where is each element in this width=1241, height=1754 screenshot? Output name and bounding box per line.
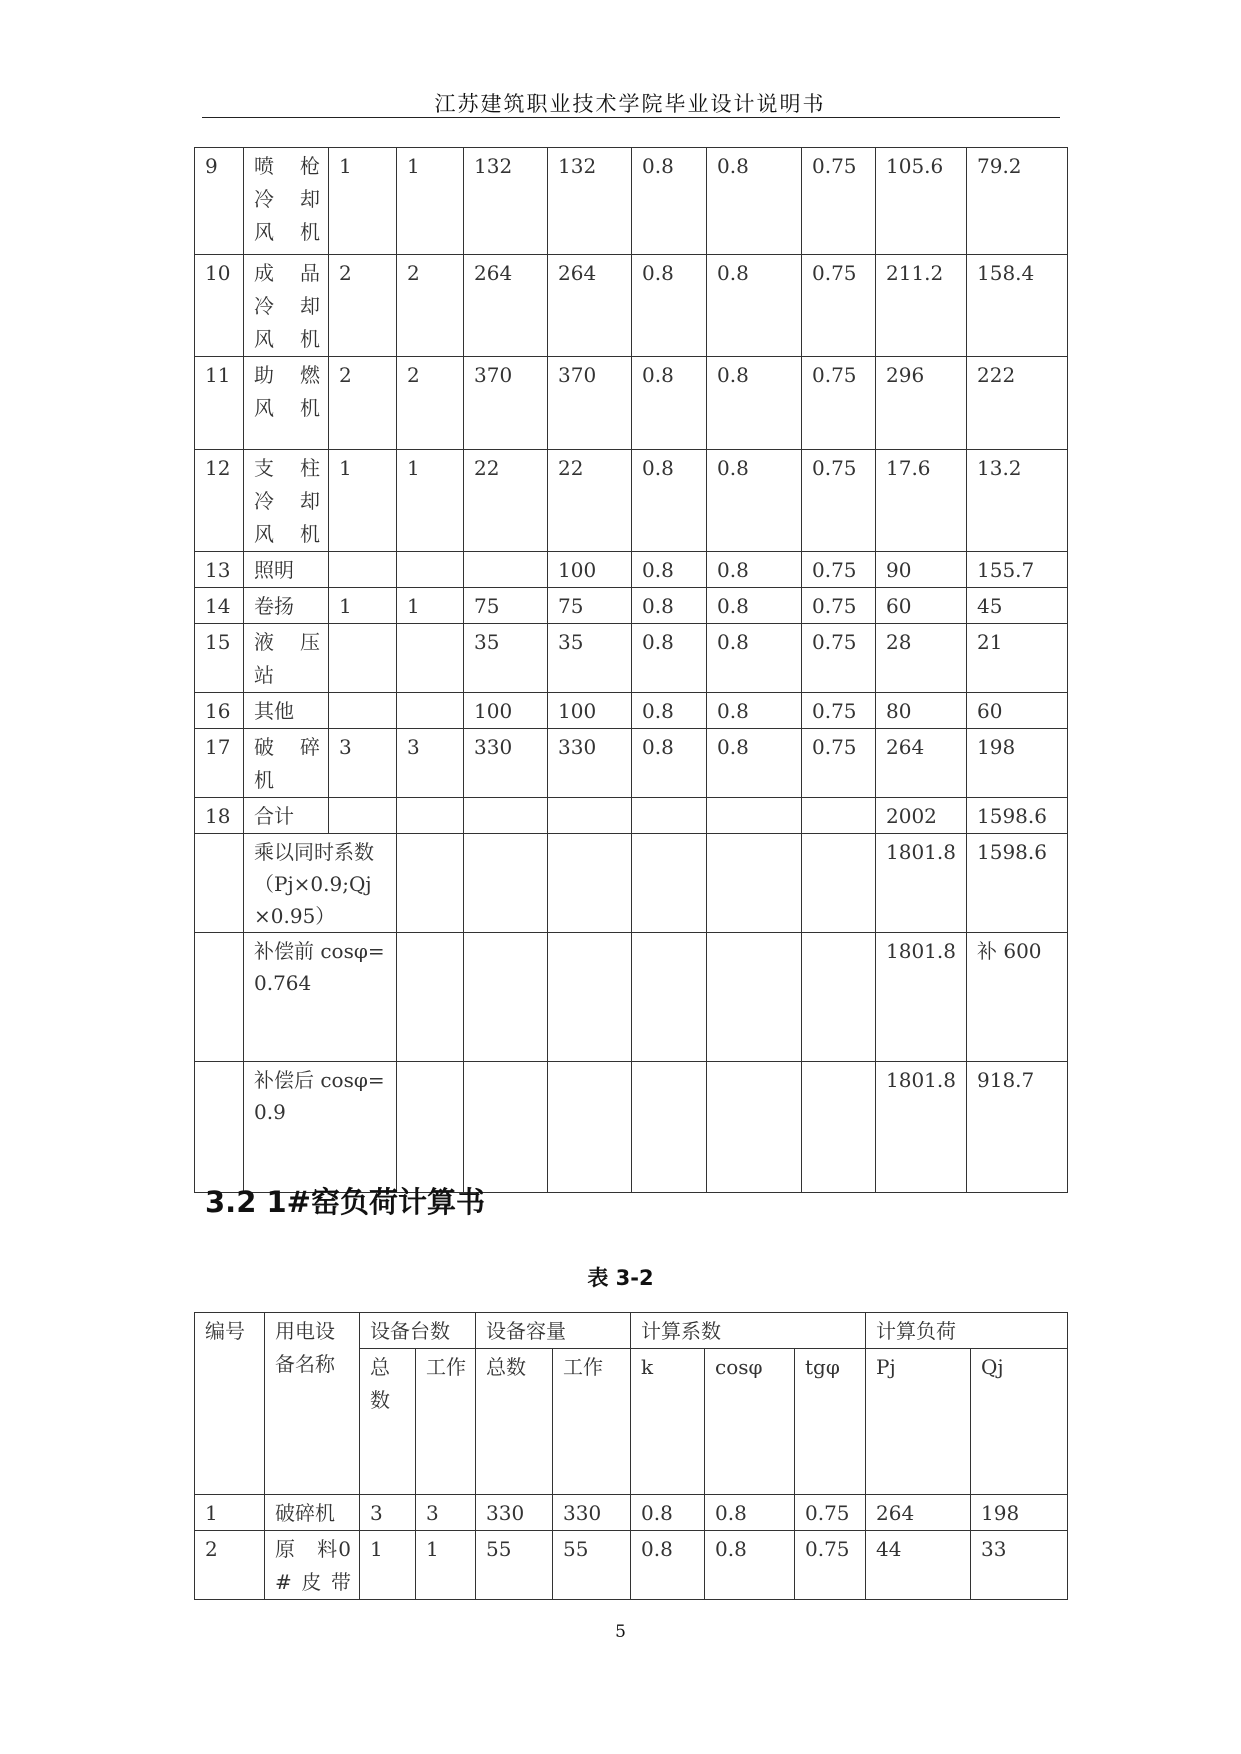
coef-k: 0.8 [632, 729, 707, 798]
coef-tg: 0.75 [802, 357, 876, 450]
coef-cos: 0.8 [707, 357, 802, 450]
count-work: 1 [397, 450, 464, 552]
capacity-work: 370 [548, 357, 632, 450]
table-row [195, 1495, 1068, 1531]
device-name: 照明 [244, 552, 329, 588]
capacity-work: 75 [548, 588, 632, 624]
row-number: 11 [195, 357, 244, 450]
page-header-title: 江苏建筑职业技术学院毕业设计说明书 [434, 92, 826, 116]
count-work: 1 [397, 588, 464, 624]
load-pj: 28 [876, 624, 967, 693]
coef-k: 0.8 [631, 1495, 705, 1531]
coef-tg: 0.75 [802, 624, 876, 693]
load-qj: 79.2 [967, 148, 1068, 255]
coef-tg: 0.75 [802, 588, 876, 624]
load-pj: 90 [876, 552, 967, 588]
load-pj: 80 [876, 693, 967, 729]
table-row [195, 148, 1068, 255]
header-name: 用电设备名称 [265, 1313, 360, 1495]
load-qj: 222 [967, 357, 1068, 450]
capacity-total: 100 [464, 693, 548, 729]
count-total [329, 798, 397, 834]
load-qj: 补 600 [967, 933, 1068, 1062]
coef-k: 0.8 [632, 148, 707, 255]
load-pj: 17.6 [876, 450, 967, 552]
count-total [329, 552, 397, 588]
device-name: 合计 [244, 798, 329, 834]
coef-k: 0.8 [632, 357, 707, 450]
capacity-work: 264 [548, 255, 632, 357]
count-work [397, 798, 464, 834]
capacity-work: 55 [553, 1531, 631, 1600]
coef-cos: 0.8 [707, 729, 802, 798]
header-count-work: 工作 [416, 1349, 476, 1495]
coef-cos: 0.8 [705, 1495, 795, 1531]
count-total [329, 693, 397, 729]
row-number: 1 [195, 1495, 265, 1531]
table-row [195, 693, 1068, 729]
coef-k [632, 798, 707, 834]
coef-cos: 0.8 [707, 624, 802, 693]
coef-cos: 0.8 [705, 1531, 795, 1600]
coef-k: 0.8 [632, 552, 707, 588]
summary-label: 乘以同时系数（Pj×0.9;Qj×0.95） [244, 834, 397, 933]
load-qj: 198 [967, 729, 1068, 798]
load-qj: 198 [971, 1495, 1068, 1531]
load-pj: 44 [866, 1531, 971, 1600]
row-number: 2 [195, 1531, 265, 1600]
row-number: 15 [195, 624, 244, 693]
capacity-work: 132 [548, 148, 632, 255]
load-table-continued [194, 147, 1068, 1193]
load-pj: 1801.8 [876, 1062, 967, 1193]
capacity-total: 264 [464, 255, 548, 357]
device-name: 助 燃风机 [244, 357, 329, 450]
load-qj: 918.7 [967, 1062, 1068, 1193]
capacity-work: 330 [553, 1495, 631, 1531]
summary-label: 补偿后 cosφ=0.9 [244, 1062, 397, 1193]
capacity-work: 100 [548, 552, 632, 588]
load-pj: 1801.8 [876, 933, 967, 1062]
capacity-total [464, 552, 548, 588]
coef-cos: 0.8 [707, 148, 802, 255]
header-capacity-total: 总数 [476, 1349, 553, 1495]
capacity-total: 370 [464, 357, 548, 450]
row-number: 16 [195, 693, 244, 729]
capacity-work: 35 [548, 624, 632, 693]
header-count-total: 总数 [360, 1349, 416, 1495]
coef-tg: 0.75 [802, 729, 876, 798]
coef-k: 0.8 [632, 588, 707, 624]
coef-cos: 0.8 [707, 450, 802, 552]
coef-k: 0.8 [632, 624, 707, 693]
capacity-total: 330 [464, 729, 548, 798]
table-row [195, 798, 1068, 834]
header-coef-group: 计算系数 [631, 1313, 866, 1349]
device-name: 支 柱冷 却风机 [244, 450, 329, 552]
device-name: 原 料0#皮带 [265, 1531, 360, 1600]
header-rule [202, 117, 1060, 118]
device-name: 液 压站 [244, 624, 329, 693]
load-pj: 105.6 [876, 148, 967, 255]
capacity-total [464, 798, 548, 834]
count-total: 2 [329, 357, 397, 450]
device-name: 破 碎机 [244, 729, 329, 798]
table-row [195, 1531, 1068, 1600]
count-total: 3 [360, 1495, 416, 1531]
row-number: 9 [195, 148, 244, 255]
load-qj: 33 [971, 1531, 1068, 1600]
section-heading: 3.2 1#窑负荷计算书 [205, 1185, 485, 1219]
header-pj: Pj [866, 1349, 971, 1495]
count-total: 1 [329, 588, 397, 624]
row-number: 12 [195, 450, 244, 552]
load-pj: 264 [876, 729, 967, 798]
count-work: 1 [416, 1531, 476, 1600]
load-qj: 158.4 [967, 255, 1068, 357]
capacity-work: 100 [548, 693, 632, 729]
count-work [397, 552, 464, 588]
table-row [195, 450, 1068, 552]
load-qj: 60 [967, 693, 1068, 729]
coef-tg: 0.75 [795, 1531, 866, 1600]
row-number: 10 [195, 255, 244, 357]
coef-k: 0.8 [632, 450, 707, 552]
table-header-row [195, 1313, 1068, 1349]
device-name: 喷 枪冷 却风机 [244, 148, 329, 255]
header-cos: cosφ [705, 1349, 795, 1495]
capacity-total: 132 [464, 148, 548, 255]
capacity-work [548, 798, 632, 834]
capacity-total: 330 [476, 1495, 553, 1531]
count-work: 2 [397, 255, 464, 357]
coef-tg: 0.75 [795, 1495, 866, 1531]
capacity-work: 22 [548, 450, 632, 552]
coef-cos [707, 798, 802, 834]
load-qj: 13.2 [967, 450, 1068, 552]
load-pj: 2002 [876, 798, 967, 834]
capacity-total: 75 [464, 588, 548, 624]
coef-tg: 0.75 [802, 148, 876, 255]
load-qj: 45 [967, 588, 1068, 624]
header-capacity-work: 工作 [553, 1349, 631, 1495]
count-work [397, 693, 464, 729]
summary-row [195, 933, 1068, 1062]
count-total: 3 [329, 729, 397, 798]
load-qj: 1598.6 [967, 834, 1068, 933]
count-work: 1 [397, 148, 464, 255]
count-work: 2 [397, 357, 464, 450]
table-row [195, 729, 1068, 798]
load-pj: 296 [876, 357, 967, 450]
table-row [195, 624, 1068, 693]
device-name: 其他 [244, 693, 329, 729]
capacity-work: 330 [548, 729, 632, 798]
coef-k: 0.8 [631, 1531, 705, 1600]
coef-tg: 0.75 [802, 552, 876, 588]
coef-tg [802, 798, 876, 834]
header-k: k [631, 1349, 705, 1495]
row-number: 18 [195, 798, 244, 834]
device-name: 卷扬 [244, 588, 329, 624]
count-total: 1 [329, 450, 397, 552]
capacity-total: 22 [464, 450, 548, 552]
count-total [329, 624, 397, 693]
coef-cos: 0.8 [707, 693, 802, 729]
page-number: 5 [615, 1622, 626, 1642]
kiln-load-table [194, 1312, 1068, 1600]
coef-tg: 0.75 [802, 255, 876, 357]
coef-k: 0.8 [632, 255, 707, 357]
row-number: 13 [195, 552, 244, 588]
header-tg: tgφ [795, 1349, 866, 1495]
load-qj: 1598.6 [967, 798, 1068, 834]
count-total: 1 [329, 148, 397, 255]
count-work: 3 [416, 1495, 476, 1531]
coef-tg: 0.75 [802, 450, 876, 552]
row-number: 14 [195, 588, 244, 624]
count-work: 3 [397, 729, 464, 798]
coef-cos: 0.8 [707, 552, 802, 588]
header-qj: Qj [971, 1349, 1068, 1495]
coef-cos: 0.8 [707, 255, 802, 357]
load-qj: 155.7 [967, 552, 1068, 588]
coef-k: 0.8 [632, 693, 707, 729]
load-pj: 264 [866, 1495, 971, 1531]
count-total: 1 [360, 1531, 416, 1600]
summary-row [195, 1062, 1068, 1193]
capacity-total: 55 [476, 1531, 553, 1600]
header-capacity-group: 设备容量 [476, 1313, 631, 1349]
load-pj: 211.2 [876, 255, 967, 357]
header-count-group: 设备台数 [360, 1313, 476, 1349]
capacity-total: 35 [464, 624, 548, 693]
table-caption: 表 3-2 [587, 1266, 654, 1290]
device-name: 成 品冷 却风机 [244, 255, 329, 357]
load-pj: 1801.8 [876, 834, 967, 933]
table-row [195, 255, 1068, 357]
count-work [397, 624, 464, 693]
header-load-group: 计算负荷 [866, 1313, 1068, 1349]
summary-row [195, 834, 1068, 933]
load-pj: 60 [876, 588, 967, 624]
table-row [195, 357, 1068, 450]
device-name: 破碎机 [265, 1495, 360, 1531]
coef-cos: 0.8 [707, 588, 802, 624]
table-row [195, 588, 1068, 624]
count-total: 2 [329, 255, 397, 357]
header-no: 编号 [195, 1313, 265, 1495]
load-qj: 21 [967, 624, 1068, 693]
coef-tg: 0.75 [802, 693, 876, 729]
summary-label: 补偿前 cosφ=0.764 [244, 933, 397, 1062]
table-row [195, 552, 1068, 588]
row-number: 17 [195, 729, 244, 798]
